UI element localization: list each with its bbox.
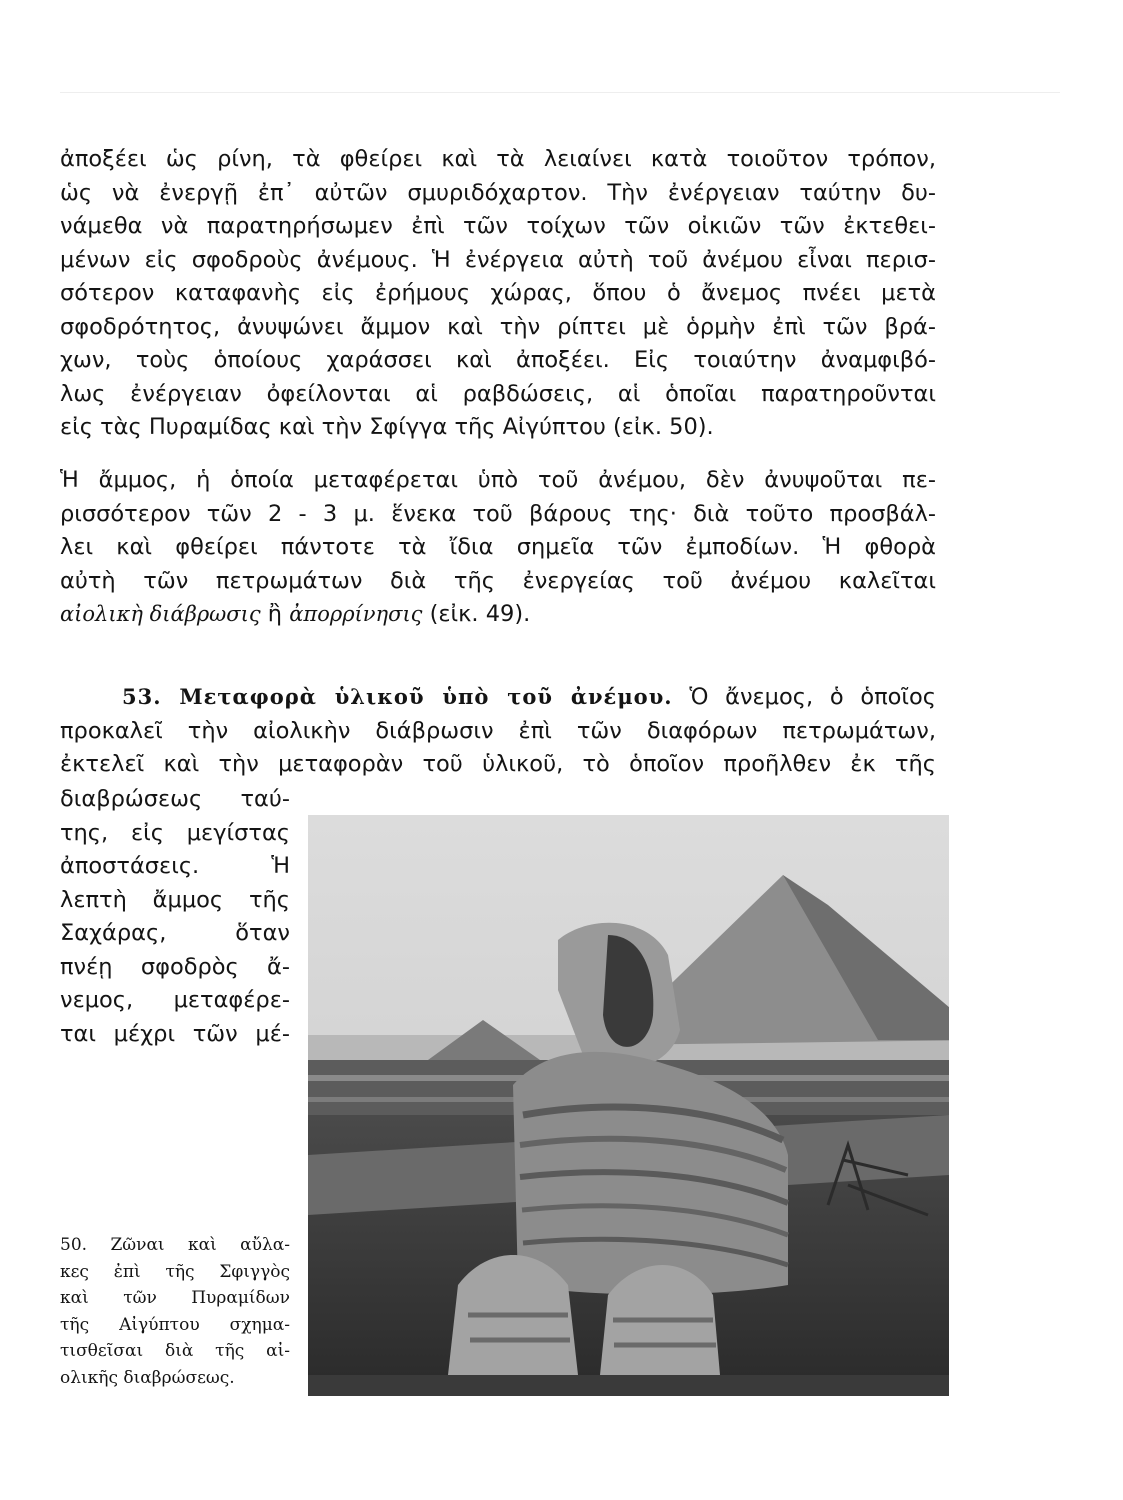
text-line: αὐτὴ τῶν πετρωμάτων διὰ τῆς ἐνεργείας τοῦ ἀνέμου καλεῖται <box>60 567 936 594</box>
text-line: λει καὶ φθείρει πάντοτε τὰ ἴδια σημεῖα τῶν ἐμποδίων. Ἡ φθορὰ <box>60 534 936 560</box>
term-abrasion: ἀπορρίνησις <box>289 602 423 626</box>
text-line: σφοδρότητος, ἀνυψώνει ἄμμον καὶ τὴν ρίπτει μὲ ὁρμὴν ἐπὶ τῶν βρά- <box>60 313 936 340</box>
text-line: προκαλεῖ τὴν αἰολικὴν διάβρωσιν ἐπὶ τῶν διαφόρων πετρωμάτων, <box>60 717 936 744</box>
text-line: Ἡ ἄμμος, ἡ ὁποία μεταφέρεται ὑπὸ τοῦ ἀνέμου, δὲν ἀνυψοῦται πε- <box>60 467 936 493</box>
text-line: ἀποστάσεις. Ἡ <box>60 853 290 879</box>
text-line: σότερον καταφανὴς εἰς ἐρήμους χώρας, ὅπου ὁ ἄνεμος πνέει μετὰ <box>60 280 936 306</box>
show-through-artifact <box>60 92 1060 133</box>
text-line: διαβρώσεως ταύ- <box>60 786 290 812</box>
text-line: μένων εἰς σφοδροὺς ἀνέμους. Ἡ ἐνέργεια αὐτὴ τοῦ ἀνέμου εἶναι περισ- <box>60 246 936 273</box>
text-line: Ὁ ἄνεμος, ὁ ὁποῖος <box>689 684 937 710</box>
caption-line: κες ἐπὶ τῆς Σφιγγὸς <box>60 1261 290 1282</box>
side-column-text <box>60 783 290 1051</box>
figure-caption <box>60 1232 290 1391</box>
figure-reference: (εἰκ. 49). <box>429 601 531 627</box>
section-heading: 53. Μεταφορὰ ὑλικοῦ ὑπὸ τοῦ ἀνέμου. <box>122 684 673 709</box>
caption-line: τισθεῖσαι διὰ τῆς αἰ- <box>60 1341 290 1361</box>
text-line: Σαχάρας, ὅταν <box>60 920 290 946</box>
term-connector: ἢ <box>267 601 283 627</box>
photo-illustration <box>308 815 949 1396</box>
sphinx-pyramids-photo <box>308 815 949 1396</box>
text-line: λως ἐνέργειαν ὀφείλονται αἱ ραβδώσεις, αἱ ὁποῖαι παρατηροῦνται <box>60 380 936 407</box>
term-aeolian-erosion: αἰολικὴ διάβρωσις <box>60 602 261 626</box>
caption-line: 50. Ζῶναι καὶ αὔλα- <box>60 1235 290 1255</box>
text-line: ἀποξέει ὡς ρίνη, τὰ φθείρει καὶ τὰ λειαίνει κατὰ τοιοῦτον τρόπον, <box>60 146 936 172</box>
text-line: πνέῃ σφοδρὸς ἄ- <box>60 953 290 980</box>
caption-line: ολικῆς διαβρώσεως. <box>60 1367 235 1388</box>
text-line: ὡς νὰ ἐνεργῇ ἐπ᾽ αὐτῶν σμυριδόχαρτον. Τὴν ἐνέργειαν ταύτην δυ- <box>60 179 936 206</box>
text-line: νεμος, μεταφέρε- <box>60 987 290 1013</box>
text-line: της, εἰς μεγίστας <box>60 819 290 846</box>
text-line: χων, τοὺς ὁποίους χαράσσει καὶ ἀποξέει. Εἰς τοιαύτην ἀναμφιβό- <box>60 347 936 373</box>
text-line: εἰς τὰς Πυραμίδας καὶ τὴν Σφίγγα τῆς Αἰγύπτου (εἰκ. 50). <box>60 414 714 440</box>
paragraph-erosion <box>60 143 936 445</box>
text-line: ρισσότερον τῶν 2 - 3 μ. ἕνεκα τοῦ βάρους της· διὰ τοῦτο προσβάλ- <box>60 500 936 527</box>
caption-line: καὶ τῶν Πυραμίδων <box>60 1288 290 1308</box>
text-line: λεπτὴ ἄμμος τῆς <box>60 886 290 913</box>
section-53 <box>60 680 936 782</box>
text-line: ται μέχρι τῶν μέ- <box>60 1020 290 1047</box>
text-line: ἐκτελεῖ καὶ τὴν μεταφορὰν τοῦ ὑλικοῦ, τὸ ὁποῖον προῆλθεν ἐκ τῆς <box>60 751 936 777</box>
section-heading-line <box>60 680 936 715</box>
caption-line: τῆς Αἰγύπτου σχημα- <box>60 1314 290 1335</box>
text-line: νάμεθα νὰ παρατηρήσωμεν ἐπὶ τῶν τοίχων τῶν οἰκιῶν τῶν ἐκτεθει- <box>60 213 936 239</box>
paragraph-sand-height <box>60 464 936 632</box>
text-line-terms <box>60 598 936 632</box>
